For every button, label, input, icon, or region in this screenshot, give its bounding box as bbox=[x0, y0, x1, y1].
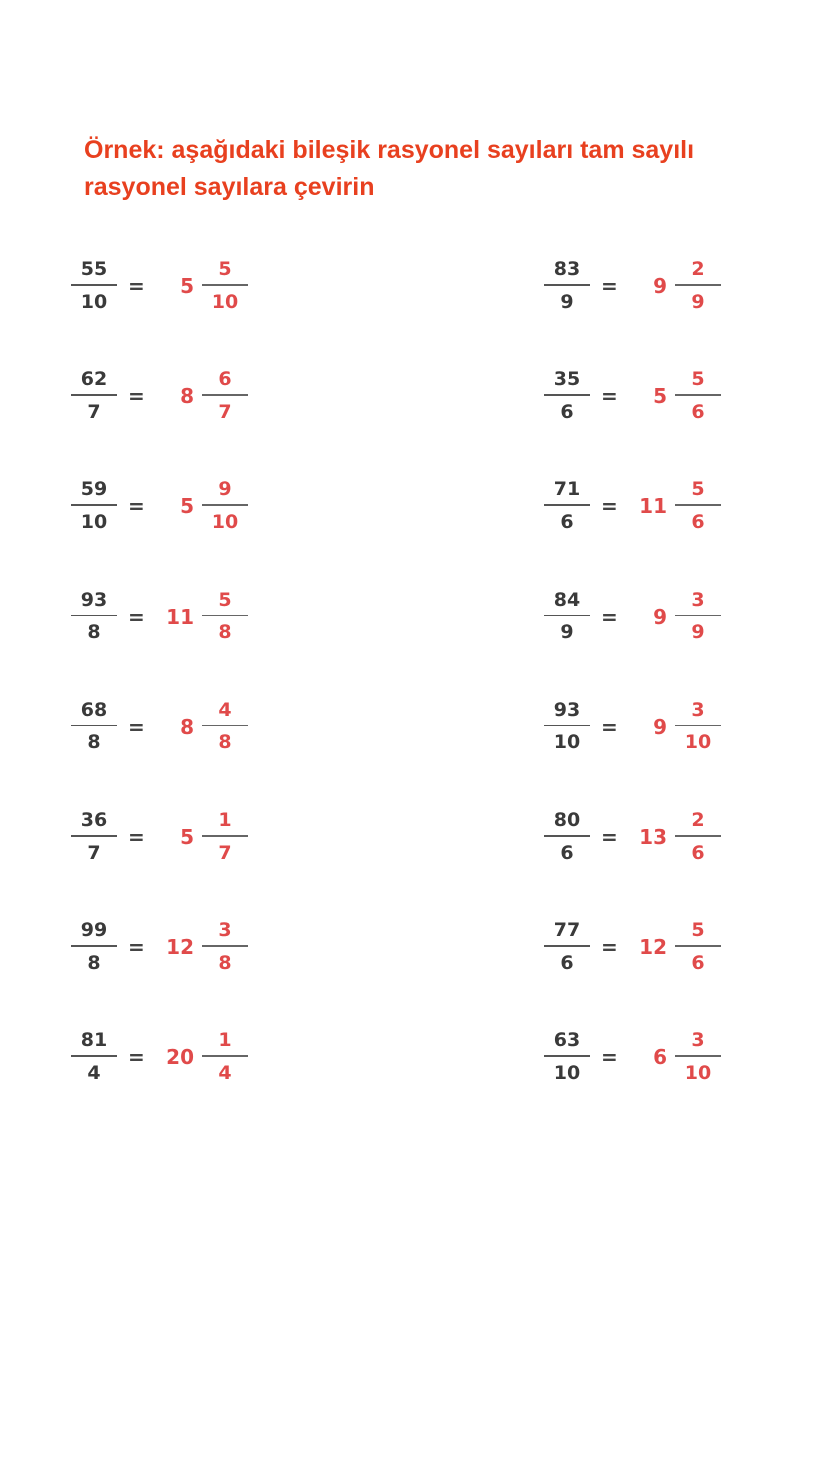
whole-part: 9 bbox=[653, 604, 667, 629]
answer-numerator: 3 bbox=[691, 1029, 705, 1052]
answer-numerator: 2 bbox=[691, 258, 705, 280]
exercise-row bbox=[66, 477, 266, 587]
mixed-fraction-part bbox=[202, 367, 248, 424]
whole-part: 5 bbox=[180, 494, 194, 519]
fraction-bar bbox=[544, 615, 590, 617]
improper-fraction bbox=[541, 367, 593, 424]
improper-fraction bbox=[541, 1028, 593, 1085]
equals-sign: = bbox=[128, 1045, 145, 1070]
mixed-fraction-part bbox=[202, 698, 248, 755]
improper-fraction bbox=[68, 1028, 120, 1085]
answer-numerator: 1 bbox=[218, 808, 232, 831]
equals-sign: = bbox=[601, 274, 618, 298]
fraction-bar bbox=[71, 394, 117, 396]
fraction-bar bbox=[202, 504, 248, 506]
whole-part: 20 bbox=[166, 1045, 194, 1070]
fraction-bar bbox=[202, 615, 248, 617]
numerator: 68 bbox=[80, 698, 108, 721]
numerator: 83 bbox=[553, 258, 581, 280]
denominator: 9 bbox=[560, 290, 574, 313]
fraction-bar bbox=[71, 725, 117, 727]
numerator: 80 bbox=[553, 808, 581, 831]
numerator: 81 bbox=[80, 1029, 108, 1052]
equals-sign: = bbox=[601, 604, 618, 629]
improper-fraction bbox=[541, 698, 593, 755]
whole-part: 6 bbox=[653, 1045, 667, 1070]
answer-denominator: 6 bbox=[691, 841, 705, 864]
mixed-fraction-part bbox=[202, 808, 248, 865]
equals-sign: = bbox=[128, 494, 145, 519]
whole-part: 13 bbox=[639, 824, 667, 849]
answer-numerator: 6 bbox=[218, 368, 232, 391]
whole-part: 11 bbox=[166, 604, 194, 629]
answer-numerator: 1 bbox=[218, 1029, 232, 1052]
exercise-row bbox=[539, 1028, 739, 1138]
denominator: 8 bbox=[87, 951, 101, 974]
answer-denominator: 10 bbox=[684, 1061, 712, 1084]
improper-fraction bbox=[68, 588, 120, 645]
equals-sign: = bbox=[128, 824, 145, 849]
denominator: 7 bbox=[87, 400, 101, 423]
improper-fraction bbox=[68, 698, 120, 755]
fraction-bar bbox=[202, 284, 248, 286]
mixed-fraction-part bbox=[675, 1028, 721, 1085]
equals-sign: = bbox=[601, 824, 618, 849]
answer-denominator: 8 bbox=[218, 731, 232, 754]
whole-part: 5 bbox=[180, 274, 194, 298]
fraction-bar bbox=[71, 615, 117, 617]
fraction-bar bbox=[202, 835, 248, 837]
equals-sign: = bbox=[128, 935, 145, 960]
mixed-fraction-part bbox=[675, 257, 721, 314]
denominator: 9 bbox=[560, 621, 574, 644]
improper-fraction bbox=[541, 918, 593, 975]
whole-part: 11 bbox=[639, 494, 667, 519]
denominator: 4 bbox=[87, 1061, 101, 1084]
numerator: 59 bbox=[80, 478, 108, 501]
answer-numerator: 5 bbox=[691, 368, 705, 391]
whole-part: 5 bbox=[180, 824, 194, 849]
answer-numerator: 5 bbox=[218, 588, 232, 611]
improper-fraction bbox=[541, 808, 593, 865]
improper-fraction bbox=[541, 477, 593, 534]
fraction-bar bbox=[544, 394, 590, 396]
fraction-bar bbox=[71, 945, 117, 947]
denominator: 6 bbox=[560, 951, 574, 974]
fraction-bar bbox=[544, 725, 590, 727]
right-exercise-column bbox=[539, 257, 739, 1139]
exercise-row bbox=[66, 808, 266, 918]
whole-part: 8 bbox=[180, 714, 194, 739]
fraction-bar bbox=[675, 615, 721, 617]
answer-numerator: 3 bbox=[691, 698, 705, 721]
numerator: 35 bbox=[553, 368, 581, 391]
answer-denominator: 6 bbox=[691, 510, 705, 533]
answer-numerator: 3 bbox=[691, 588, 705, 611]
fraction-bar bbox=[544, 835, 590, 837]
mixed-fraction-part bbox=[202, 588, 248, 645]
answer-denominator: 6 bbox=[691, 400, 705, 423]
answer-denominator: 7 bbox=[218, 400, 232, 423]
mixed-fraction-part bbox=[675, 808, 721, 865]
answer-denominator: 10 bbox=[211, 290, 239, 313]
answer-denominator: 10 bbox=[684, 731, 712, 754]
mixed-fraction-part bbox=[202, 257, 248, 314]
answer-numerator: 5 bbox=[218, 258, 232, 280]
improper-fraction bbox=[541, 257, 593, 314]
equals-sign: = bbox=[601, 494, 618, 519]
numerator: 93 bbox=[553, 698, 581, 721]
fraction-bar bbox=[544, 284, 590, 286]
fraction-bar bbox=[71, 835, 117, 837]
denominator: 6 bbox=[560, 841, 574, 864]
fraction-bar bbox=[544, 504, 590, 506]
exercise-row bbox=[539, 918, 739, 1028]
answer-denominator: 8 bbox=[218, 621, 232, 644]
whole-part: 12 bbox=[166, 935, 194, 960]
exercise-row bbox=[66, 588, 266, 698]
exercise-row bbox=[539, 808, 739, 918]
equals-sign: = bbox=[128, 384, 145, 409]
exercise-row bbox=[539, 588, 739, 698]
exercise-row bbox=[539, 367, 739, 477]
improper-fraction bbox=[68, 477, 120, 534]
fraction-bar bbox=[675, 835, 721, 837]
numerator: 36 bbox=[80, 808, 108, 831]
numerator: 71 bbox=[553, 478, 581, 501]
equals-sign: = bbox=[128, 274, 145, 298]
mixed-fraction-part bbox=[202, 477, 248, 534]
answer-denominator: 9 bbox=[691, 621, 705, 644]
whole-part: 12 bbox=[639, 935, 667, 960]
equals-sign: = bbox=[601, 384, 618, 409]
numerator: 84 bbox=[553, 588, 581, 611]
equals-sign: = bbox=[601, 714, 618, 739]
fraction-bar bbox=[71, 504, 117, 506]
fraction-bar bbox=[675, 945, 721, 947]
fraction-bar bbox=[544, 945, 590, 947]
equals-sign: = bbox=[128, 714, 145, 739]
exercise-row bbox=[539, 477, 739, 587]
numerator: 77 bbox=[553, 919, 581, 942]
denominator: 10 bbox=[80, 290, 108, 313]
answer-numerator: 5 bbox=[691, 478, 705, 501]
whole-part: 9 bbox=[653, 274, 667, 298]
denominator: 10 bbox=[553, 731, 581, 754]
fraction-bar bbox=[71, 1055, 117, 1057]
denominator: 10 bbox=[80, 510, 108, 533]
answer-numerator: 9 bbox=[218, 478, 232, 501]
answer-denominator: 7 bbox=[218, 841, 232, 864]
answer-numerator: 3 bbox=[218, 919, 232, 942]
denominator: 6 bbox=[560, 400, 574, 423]
numerator: 62 bbox=[80, 368, 108, 391]
fraction-bar bbox=[202, 394, 248, 396]
fraction-bar bbox=[202, 1055, 248, 1057]
answer-numerator: 2 bbox=[691, 808, 705, 831]
fraction-bar bbox=[675, 284, 721, 286]
exercise-row bbox=[66, 918, 266, 1028]
denominator: 8 bbox=[87, 621, 101, 644]
whole-part: 9 bbox=[653, 714, 667, 739]
answer-numerator: 4 bbox=[218, 698, 232, 721]
answer-denominator: 6 bbox=[691, 951, 705, 974]
mixed-fraction-part bbox=[202, 918, 248, 975]
fraction-bar bbox=[71, 284, 117, 286]
exercise-row bbox=[539, 698, 739, 808]
mixed-fraction-part bbox=[675, 477, 721, 534]
exercise-row bbox=[66, 257, 266, 367]
improper-fraction bbox=[68, 257, 120, 314]
mixed-fraction-part bbox=[202, 1028, 248, 1085]
equals-sign: = bbox=[601, 1045, 618, 1070]
answer-denominator: 9 bbox=[691, 290, 705, 313]
answer-denominator: 8 bbox=[218, 951, 232, 974]
answer-denominator: 4 bbox=[218, 1061, 232, 1084]
answer-denominator: 10 bbox=[211, 510, 239, 533]
page-title: Örnek: aşağıdaki bileşik rasyonel sayıları tam sayılı rasyonel sayılara çevirin bbox=[84, 136, 695, 201]
equals-sign: = bbox=[601, 935, 618, 960]
left-exercise-column bbox=[66, 257, 266, 1139]
mixed-fraction-part bbox=[675, 918, 721, 975]
whole-part: 8 bbox=[180, 384, 194, 409]
exercise-row bbox=[66, 367, 266, 477]
numerator: 93 bbox=[80, 588, 108, 611]
answer-numerator: 5 bbox=[691, 919, 705, 942]
equals-sign: = bbox=[128, 604, 145, 629]
exercise-row bbox=[539, 257, 739, 367]
improper-fraction bbox=[68, 808, 120, 865]
improper-fraction bbox=[541, 588, 593, 645]
numerator: 63 bbox=[553, 1029, 581, 1052]
mixed-fraction-part bbox=[675, 588, 721, 645]
numerator: 99 bbox=[80, 919, 108, 942]
whole-part: 5 bbox=[653, 384, 667, 409]
numerator: 55 bbox=[80, 258, 108, 280]
improper-fraction bbox=[68, 367, 120, 424]
denominator: 8 bbox=[87, 731, 101, 754]
fraction-bar bbox=[202, 945, 248, 947]
denominator: 7 bbox=[87, 841, 101, 864]
fraction-bar bbox=[675, 1055, 721, 1057]
mixed-fraction-part bbox=[675, 367, 721, 424]
exercise-row bbox=[66, 1028, 266, 1138]
denominator: 10 bbox=[553, 1061, 581, 1084]
exercise-row bbox=[66, 698, 266, 808]
mixed-fraction-part bbox=[675, 698, 721, 755]
denominator: 6 bbox=[560, 510, 574, 533]
fraction-bar bbox=[202, 725, 248, 727]
fraction-bar bbox=[675, 394, 721, 396]
fraction-bar bbox=[544, 1055, 590, 1057]
fraction-bar bbox=[675, 725, 721, 727]
improper-fraction bbox=[68, 918, 120, 975]
fraction-bar bbox=[675, 504, 721, 506]
